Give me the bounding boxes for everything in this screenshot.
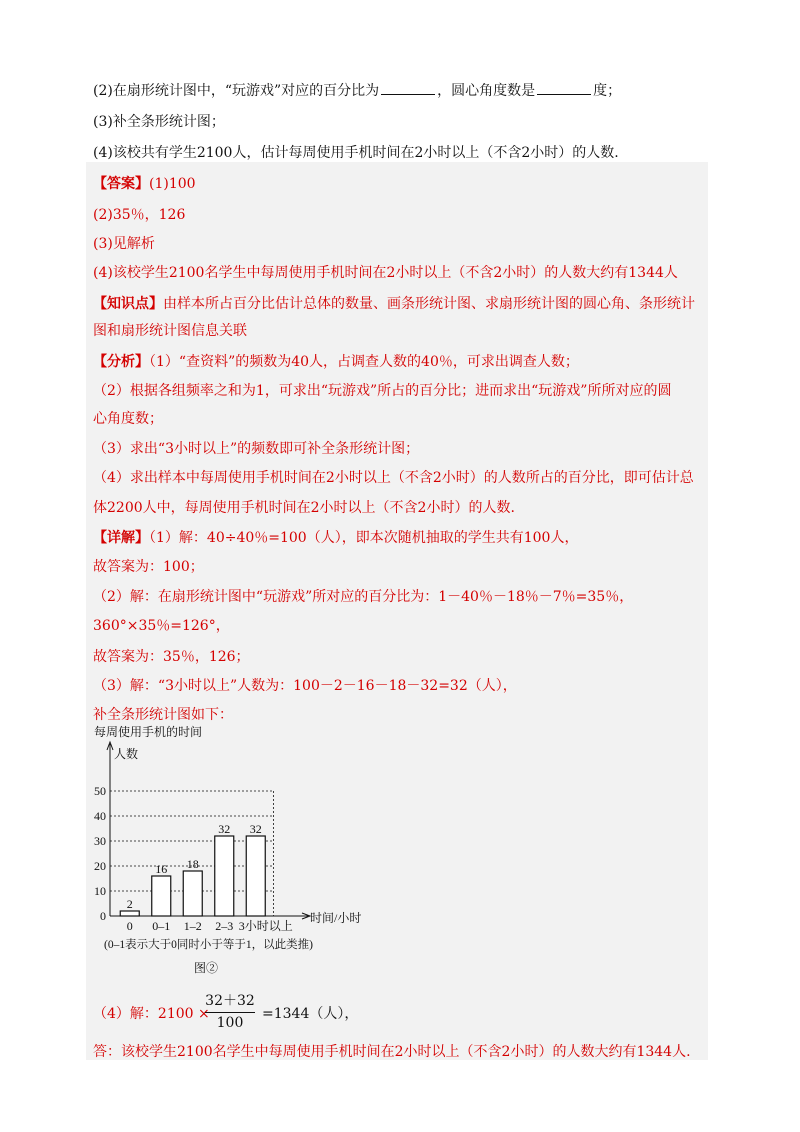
detail-line-1	[93, 527, 578, 547]
bar	[246, 836, 265, 916]
bar	[152, 876, 171, 916]
chart-note: (0–1表示大于0同时小于等于1，以此类推)	[104, 939, 313, 951]
knowledge-line-1	[93, 293, 695, 313]
detail-text-1: （1）解：40÷40％=100（人），即本次随机抽取的学生共有100人，	[149, 530, 579, 546]
answer-tag: 【答案】	[93, 176, 149, 192]
analysis-line-6: 体2200人中，每周使用手机时间在2小时以上（不含2小时）的人数.	[93, 500, 515, 516]
detail-line-4: 360°×35％=126°，	[93, 618, 230, 634]
bar-value-label: 32	[218, 822, 231, 836]
chart-title: 每周使用手机的时间	[94, 725, 203, 739]
answer-4: (4)该校学生2100名学生中每周使用手机时间在2小时以上（不含2小时）的人数大约有1344人	[93, 265, 678, 281]
analysis-line-4: （3）求出“3小时以上”的频数即可补全条形统计图；	[93, 441, 420, 457]
answer-line-1	[93, 173, 196, 193]
y-tick-label: 0	[100, 909, 106, 923]
analysis-text-1: （1）“查资料”的频数为40人，占调查人数的40％，可求出调查人数；	[149, 354, 579, 370]
detail-line-5: 故答案为：35％，126；	[93, 649, 250, 665]
y-tick-label: 50	[94, 784, 106, 798]
question-3: (3)补全条形统计图；	[93, 114, 225, 130]
analysis-line-1	[93, 351, 579, 371]
question-2	[93, 80, 621, 100]
x-tick-label: 2–3	[215, 919, 234, 933]
x-tick-label: 0–1	[152, 919, 171, 933]
answer-3: (3)见解析	[93, 236, 155, 252]
answer-blank	[537, 82, 591, 95]
y-tick-label: 40	[94, 809, 106, 823]
bar	[183, 871, 202, 916]
question-2-text-b: ，圆心角度数是	[437, 83, 536, 99]
bar-value-label: 18	[186, 857, 199, 871]
x-axis-label: 时间/小时	[310, 911, 362, 925]
y-tick-label: 10	[94, 884, 106, 898]
analysis-line-2: （2）根据各组频率之和为1，可求出“玩游戏”所占的百分比；进而求出“玩游戏”所所对应的圆	[93, 383, 672, 399]
detail-4-prefix: （4）解：2100 ×	[93, 1006, 210, 1022]
analysis-line-5: （4）求出样本中每周使用手机时间在2小时以上（不含2小时）的人数所占的百分比，即可估计总	[93, 470, 694, 486]
knowledge-tag: 【知识点】	[93, 296, 163, 312]
detail-tag: 【详解】	[93, 530, 149, 546]
final-answer: 答：该校学生2100名学生中每周使用手机时间在2小时以上（不含2小时）的人数大约有1344人.	[93, 1044, 691, 1060]
answer-blank	[381, 82, 435, 95]
detail-line-7: 补全条形统计图如下：	[93, 707, 233, 723]
y-axis-label: 人数	[114, 747, 139, 761]
detail-line-3: （2）解：在扇形统计图中“玩游戏”所对应的百分比为：1－40％－18％－7％=35％，	[93, 589, 634, 605]
knowledge-line-2: 图和扇形统计图信息关联	[93, 323, 247, 339]
bar-value-label: 32	[249, 822, 262, 836]
analysis-line-3: 心角度数；	[93, 411, 163, 427]
question-2-text-c: 度；	[593, 83, 622, 99]
fraction-denominator: 100	[216, 1015, 244, 1031]
x-tick-label: 0	[126, 919, 133, 933]
answer-1: (1)100	[149, 176, 196, 192]
question-2-text-a: (2)在扇形统计图中，“玩游戏”对应的百分比为	[93, 83, 380, 99]
fraction-bar	[205, 1012, 255, 1013]
detail-line-2: 故答案为：100；	[93, 559, 204, 575]
bar-value-label: 2	[126, 897, 133, 911]
fraction	[205, 990, 255, 1031]
y-tick-label: 20	[94, 859, 106, 873]
analysis-tag: 【分析】	[93, 354, 149, 370]
bar	[215, 836, 234, 916]
bar-chart	[86, 722, 406, 982]
fraction-numerator: 32＋32	[205, 993, 255, 1009]
detail-line-6: （3）解：“3小时以上”人数为：100－2－16－18－32=32（人），	[93, 678, 517, 694]
y-tick-label: 30	[94, 834, 106, 848]
bar	[120, 911, 139, 916]
bar-value-label: 16	[155, 862, 168, 876]
detail-4-suffix: =1344（人），	[262, 1006, 359, 1022]
x-tick-label: 1–2	[183, 919, 202, 933]
question-4: (4)该校共有学生2100人，估计每周使用手机时间在2小时以上（不含2小时）的人数.	[93, 145, 619, 161]
x-tick-label: 3小时以上	[238, 919, 293, 933]
answer-2: (2)35％，126	[93, 207, 186, 223]
figure-label: 图②	[194, 961, 219, 975]
knowledge-text-1: 由样本所占百分比估计总体的数量、画条形统计图、求扇形统计图的圆心角、条形统计	[163, 296, 695, 312]
